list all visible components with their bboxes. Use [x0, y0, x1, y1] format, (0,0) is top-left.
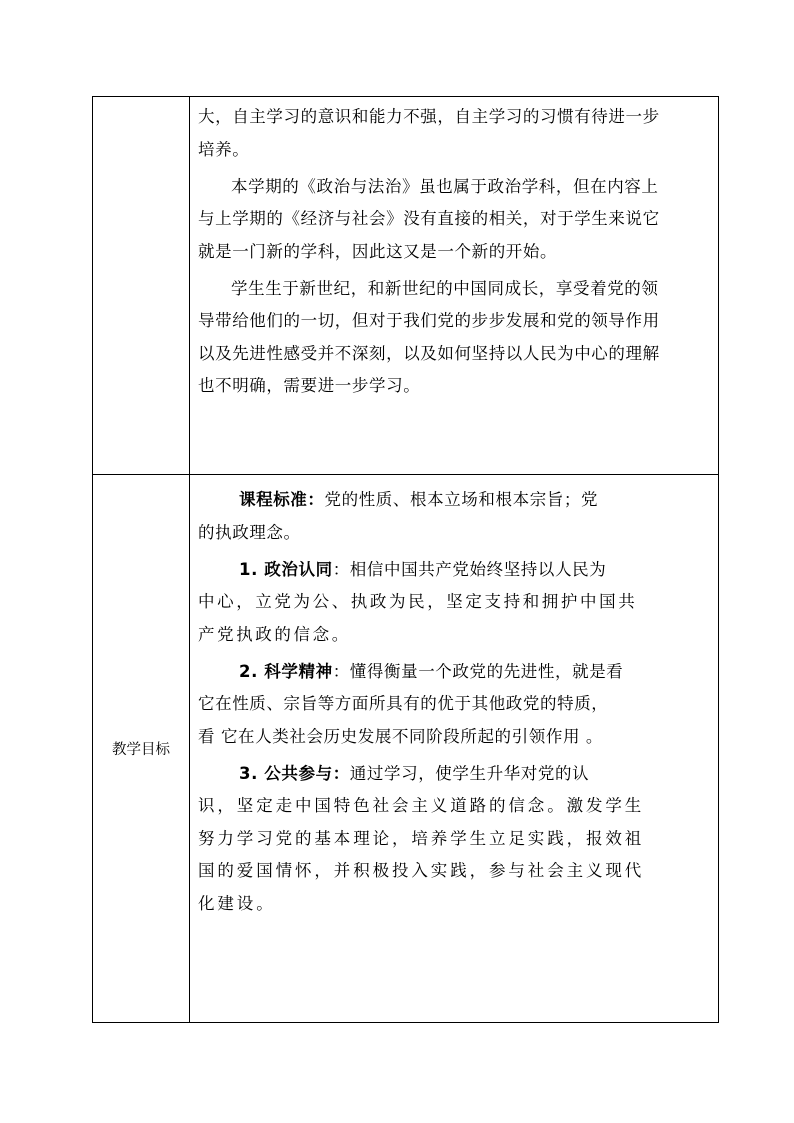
goal-science-line: [198, 656, 712, 689]
analysis-line: 导带给他们的一切，但对于我们党的步步发展和党的领导作用: [198, 311, 660, 330]
goal-participation-line: 国的爱国情怀，并积极投入实践，参与社会主义现代: [198, 861, 645, 880]
analysis-line: 本学期的《政治与法治》虽也属于政治学科，但在内容上: [231, 176, 659, 196]
lesson-plan-table: [92, 96, 719, 1023]
analysis-line: 也不明确，需要进一步学习。: [198, 376, 421, 395]
student-analysis-row: [93, 97, 719, 475]
teaching-goals-row: [93, 475, 719, 1023]
goal-political-heading: 1. 政治认同: [239, 559, 333, 579]
goal-participation-heading: 3. 公共参与：: [239, 763, 350, 783]
analysis-line: 大，自主学习的意识和能力不强，自主学习的习惯有待进一步: [198, 107, 660, 126]
goal-political-line: [198, 554, 712, 587]
analysis-line: 就是一门新的学科，因此这又是一个新的开始。: [198, 241, 558, 261]
row-label-empty: [93, 97, 190, 475]
goal-political-text: ：相信中国共产党始终坚持以人民为: [332, 559, 607, 579]
student-analysis-content: [190, 97, 719, 475]
standard-line: [198, 484, 712, 517]
goal-science-heading: 2. 科学精神: [239, 661, 333, 681]
goal-political-line: 产党执政的信念。: [198, 624, 351, 644]
row-label-teaching-goals: 教学目标: [93, 475, 190, 1023]
goal-participation-line: 识，坚定走中国特色社会主义道路的信念。激发学生: [198, 796, 645, 815]
teaching-goals-content: [190, 475, 719, 1023]
goal-participation-text: 通过学习，使学生升华对党的认: [349, 763, 590, 783]
analysis-line: 学生生于新世纪，和新世纪的中国同成长，享受着党的领: [231, 278, 659, 298]
analysis-line: 以及先进性感受并不深刻，以及如何坚持以人民为中心的理解: [198, 343, 660, 363]
goal-science-line: 看 它在人类社会历史发展不同阶段所起的引领作用 。: [198, 726, 603, 746]
analysis-line: 与上学期的《经济与社会》没有直接的相关，对于学生来说它: [198, 209, 660, 228]
goal-participation-line: 努力学习党的基本理论，培养学生立足实践，报效祖: [198, 828, 645, 848]
standard-text: 党的性质、根本立场和根本宗旨；党: [324, 490, 599, 509]
standard-heading: 课程标准：: [239, 490, 325, 509]
goal-participation-line: [198, 758, 712, 791]
goal-science-text: ：懂得衡量一个政党的先进性，就是看: [332, 661, 624, 681]
standard-line: 的执政理念。: [198, 522, 301, 542]
analysis-line: 培养。: [198, 139, 250, 159]
goal-science-line: 它在性质、宗旨等方面所具有的优于其他政党的特质，: [198, 694, 609, 713]
goal-participation-line: 化建设。: [198, 893, 276, 913]
goal-political-line: 中心，立党为公、执政为民，坚定支持和拥护中国共: [198, 592, 638, 611]
